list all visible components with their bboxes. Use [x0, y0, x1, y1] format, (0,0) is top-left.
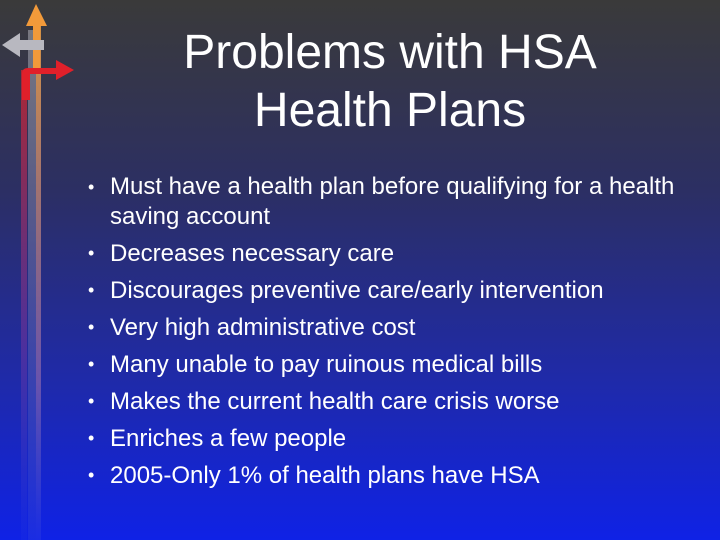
list-item-text: Discourages preventive care/early intervention: [110, 277, 604, 304]
bullet-dot: •: [88, 465, 95, 485]
list-item: [88, 420, 710, 457]
title-line-2: Health Plans: [253, 84, 527, 137]
bullet-dot: •: [88, 243, 95, 263]
title-line-1: Problems with HSA: [183, 26, 597, 79]
list-item-text: Decreases necessary care: [110, 240, 395, 267]
list-item: [88, 383, 710, 420]
list-item: [88, 346, 710, 383]
slide-title: [150, 24, 630, 140]
list-item: [88, 457, 710, 494]
bullet-dot: •: [88, 354, 95, 374]
list-item-text: Many unable to pay ruinous medical bills: [110, 351, 543, 378]
list-item-text: Enriches a few people: [110, 425, 347, 452]
list-item-text: Must have a health plan before qualifying for a health saving account: [110, 173, 675, 230]
bullet-list: [88, 172, 710, 494]
bullet-dot: •: [88, 391, 95, 411]
list-item: [88, 235, 710, 272]
list-item-text: Makes the current health care crisis worse: [110, 388, 560, 415]
bullet-dot: •: [88, 280, 95, 300]
list-item: [88, 272, 710, 309]
list-item-text: Very high administrative cost: [110, 314, 416, 341]
list-item-text: 2005-Only 1% of health plans have HSA: [110, 462, 540, 489]
bullet-dot: •: [88, 428, 95, 448]
bullet-dot: •: [88, 317, 95, 337]
decorative-arrows: [0, 0, 90, 540]
bullet-dot: •: [88, 177, 95, 197]
list-item: [88, 309, 710, 346]
list-item: [88, 172, 710, 235]
